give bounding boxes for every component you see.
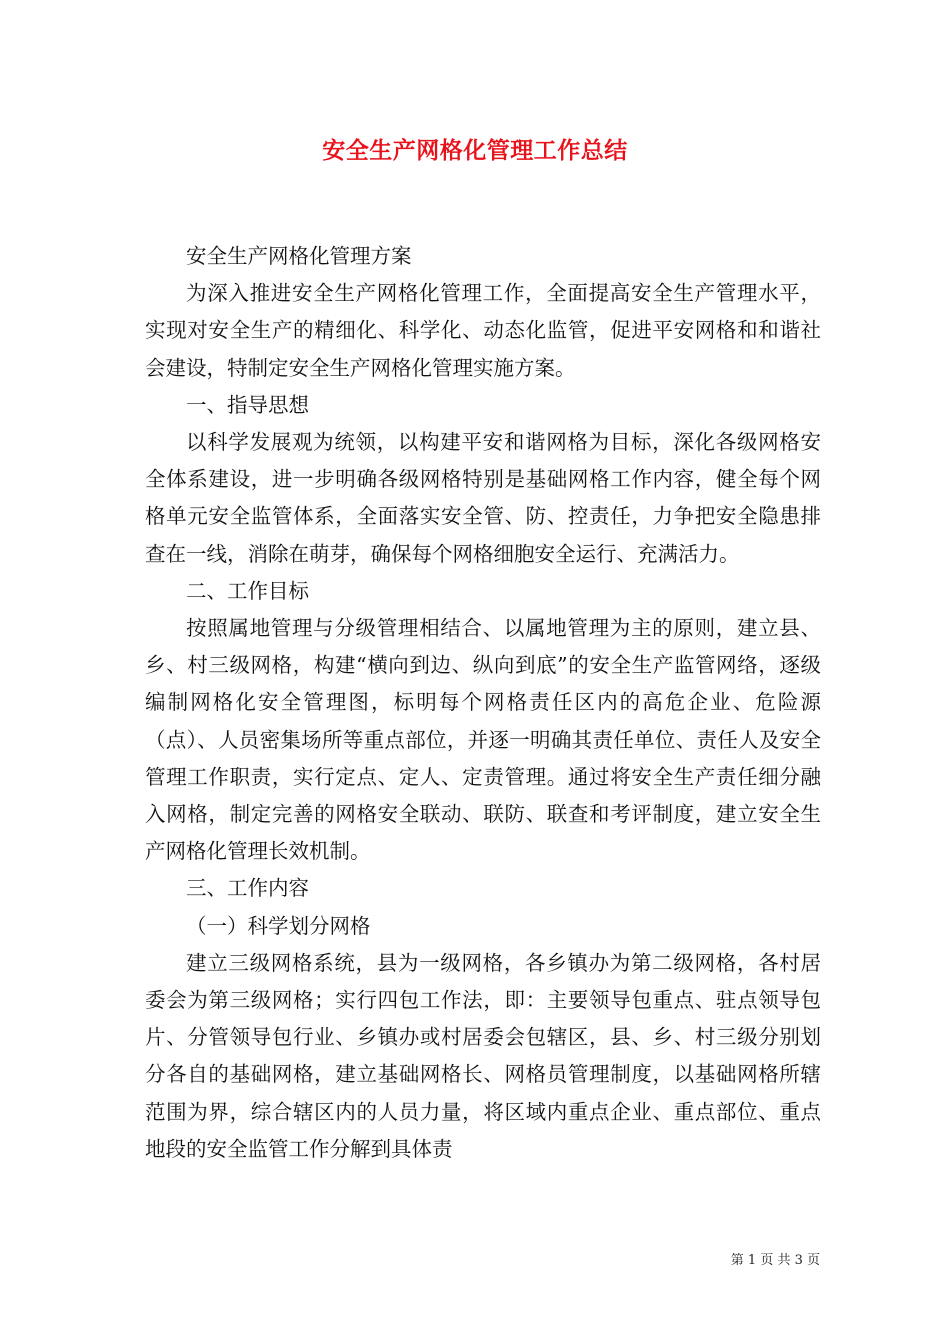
paragraph-plan-title: 安全生产网格化管理方案 [186,244,412,268]
paragraph-intro: 为深入推进安全生产网格化管理工作，全面提高安全生产管理水平，实现对安全生产的精细化、科学化、动态化监管，促进平安网格和和谐社会建设，特制定安全生产网格化管理实施方案。 [145,281,821,380]
paragraph-guiding-ideology: 以科学发展观为统领，以构建平安和谐网格为目标，深化各级网格安全体系建设，进一步明确各级网格特别是基础网格工作内容，健全每个网格单元安全监管体系，全面落实安全管、防、控责任，力争把安全隐患排查在一线，消除在萌芽，确保每个网格细胞安全运行、充满活力。 [145,430,821,566]
section-heading-work-goals: 二、工作目标 [186,578,309,603]
paragraph-work-goals: 按照属地管理与分级管理相结合、以属地管理为主的原则，建立县、乡、村三级网格，构建“横向到边、纵向到底”的安全生产监管网络，逐级编制网格化安全管理图，标明每个网格责任区内的高危企业、危险源（点）、人员密集场所等重点部位，并逐一明确其责任单位、责任人及安全管理工作职责，实行定点、定人、定责管理。通过将安全生产责任细分融入网格，制定完善的网格安全联动、联防、联查和考评制度，建立安全生产网格化管理长效机制。 [145,616,821,864]
paragraph-grid-division: 建立三级网格系统，县为一级网格，各乡镇办为第二级网格，各村居委会为第三级网格；实行四包工作法，即：主要领导包重点、驻点领导包片、分管领导包行业、乡镇办或村居委会包辖区，县、乡、村三级分别划分各自的基础网格，建立基础网格长、网格员管理制度，以基础网格所辖范围为界，综合辖区内的人员力量，将区域内重点企业、重点部位、重点地段的安全监管工作分解到具体责 [145,950,821,1161]
document-body [145,238,821,1168]
subsection-heading-grid-division: （一）科学划分网格 [186,913,371,938]
section-heading-guiding-ideology: 一、指导思想 [186,392,309,417]
section-heading-work-content: 三、工作内容 [186,876,309,901]
page-number: 第 1 页 共 3 页 [730,1253,820,1268]
document-title: 安全生产网格化管理工作总结 [322,137,628,164]
